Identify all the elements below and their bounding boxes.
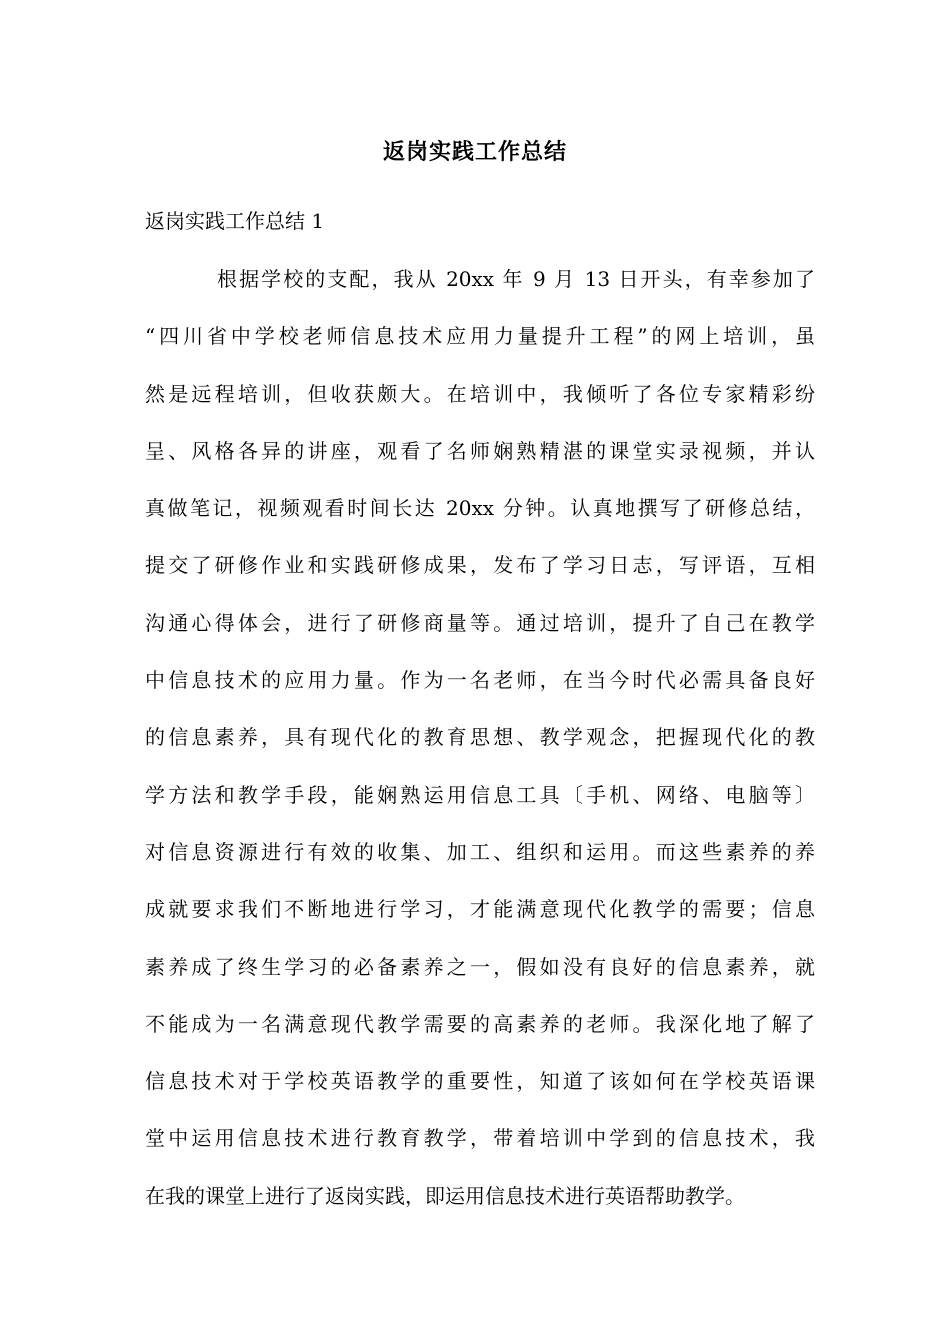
paragraph-line: 素养成了终生学习的必备素养之一，假如没有良好的信息素养，就 — [145, 954, 815, 979]
paragraph-line: 提交了研修作业和实践研修成果，发布了学习日志，写评语，互相 — [145, 553, 815, 578]
paragraph-line: 然是远程培训，但收获颇大。在培训中，我倾听了各位专家精彩纷 — [145, 381, 815, 406]
paragraph-line: “四川省中学校老师信息技术应用力量提升工程”的网上培训，虽 — [145, 324, 815, 349]
paragraph-line: 学方法和教学手段，能娴熟运用信息工具〔手机、网络、电脑等〕 — [145, 782, 815, 807]
paragraph-line: 不能成为一名满意现代教学需要的高素养的老师。我深化地了解了 — [145, 1011, 815, 1036]
paragraph-line: 的信息素养，具有现代化的教育思想、教学观念，把握现代化的教 — [145, 725, 815, 750]
paragraph-line: 沟通心得体会，进行了研修商量等。通过培训，提升了自己在教学 — [145, 610, 815, 635]
paragraph-line: 对信息资源进行有效的收集、加工、组织和运用。而这些素养的养 — [145, 839, 815, 864]
paragraph-line: 真做笔记，视频观看时间长达 20xx 分钟。认真地撰写了研修总结， — [145, 496, 815, 521]
document-title: 返岗实践工作总结 — [382, 139, 567, 165]
paragraph-line: 成就要求我们不断地进行学习，才能满意现代化教学的需要；信息 — [145, 897, 815, 922]
section-heading: 返岗实践工作总结 1 — [145, 209, 325, 233]
paragraph-line: 在我的课堂上进行了返岗实践，即运用信息技术进行英语帮助教学。 — [145, 1183, 745, 1208]
paragraph-line: 堂中运用信息技术进行教育教学，带着培训中学到的信息技术，我 — [145, 1126, 815, 1151]
paragraph-line: 呈、风格各异的讲座，观看了名师娴熟精湛的课堂实录视频，并认 — [145, 438, 815, 463]
paragraph-line: 根据学校的支配，我从 20xx 年 9 月 13 日开头，有幸参加了 — [217, 267, 815, 291]
paragraph-line: 信息技术对于学校英语教学的重要性，知道了该如何在学校英语课 — [145, 1069, 815, 1094]
paragraph-line: 中信息技术的应用力量。作为一名老师，在当今时代必需具备良好 — [145, 668, 815, 693]
body-paragraph — [145, 264, 815, 1238]
